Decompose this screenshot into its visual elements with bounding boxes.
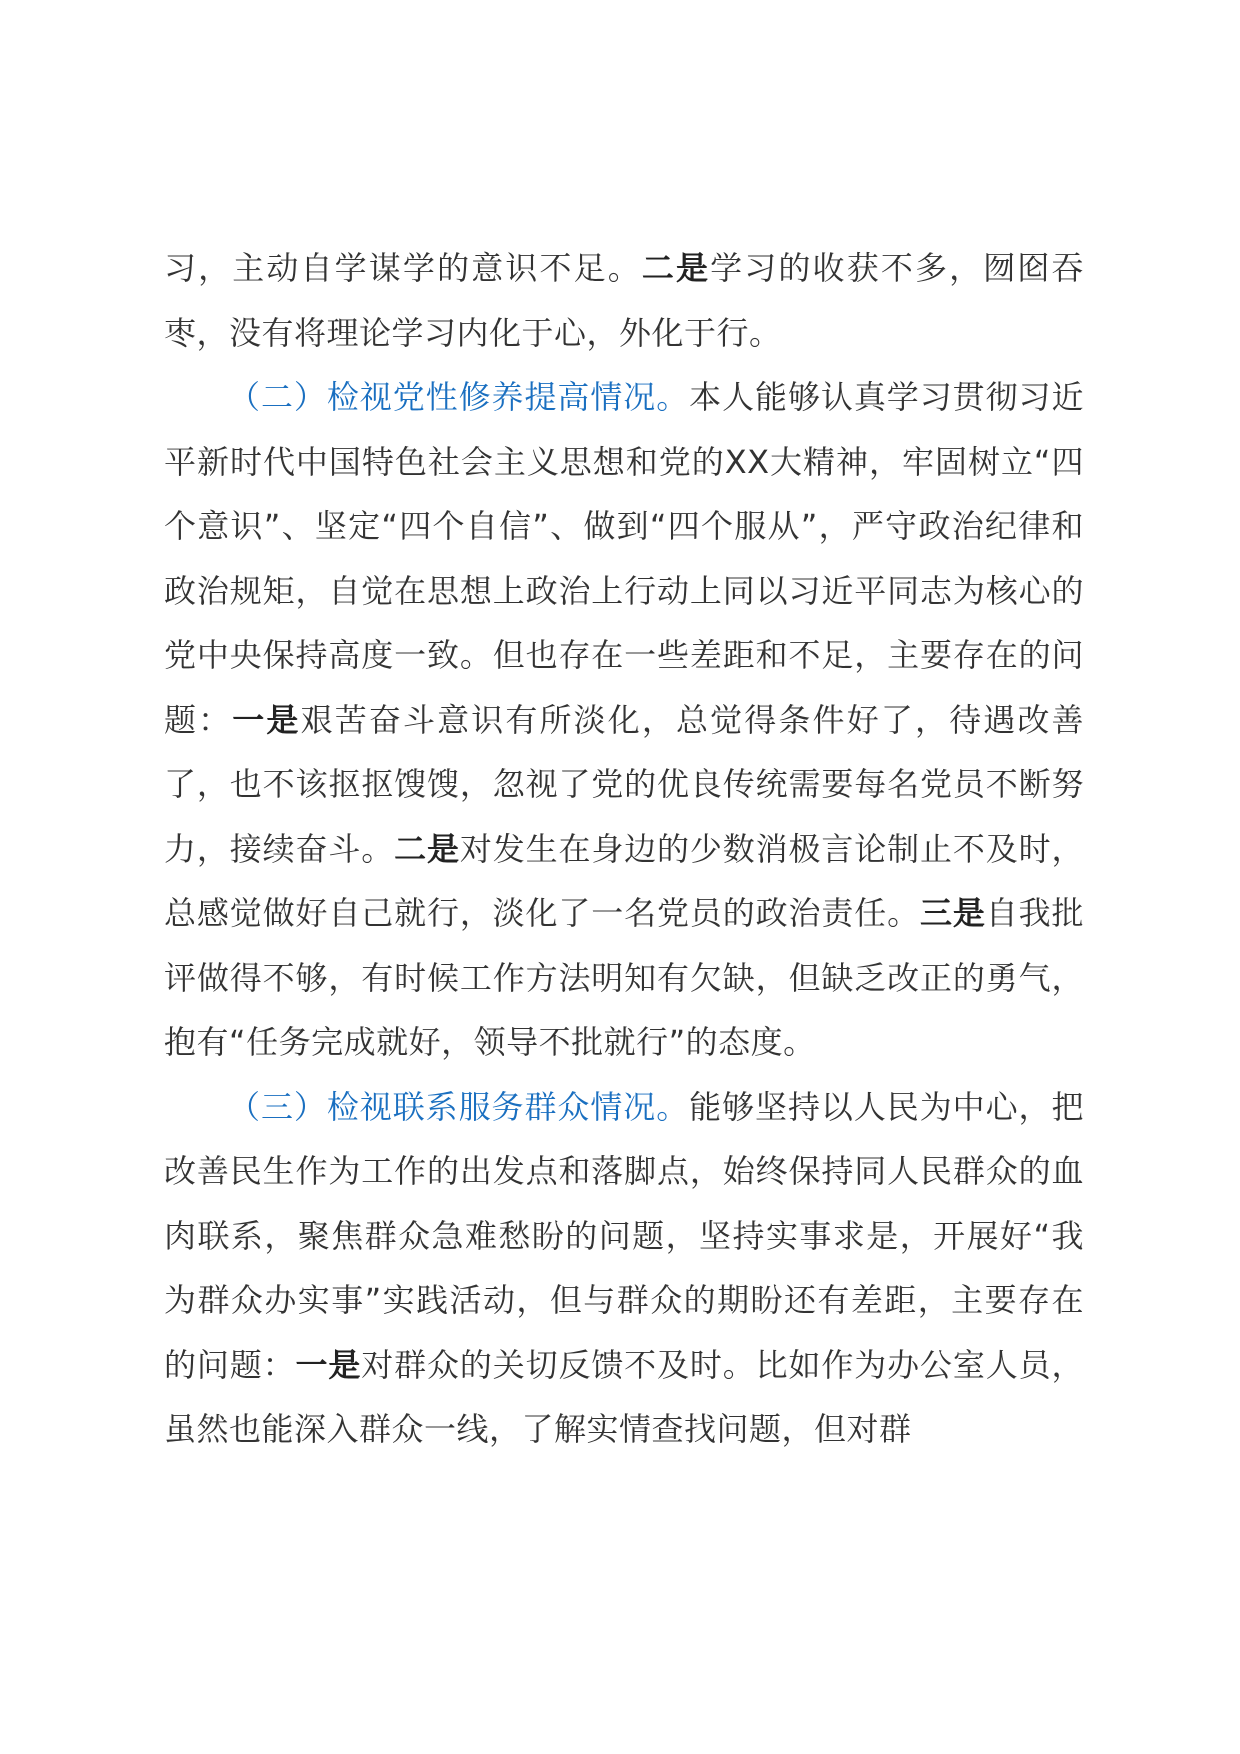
text-segment: 对发生在身边的少数消极言论制止不及时，总感觉做好自己就行，淡化了一名党员的政治责任。 — [164, 829, 1084, 932]
point-label-two: 二是 — [641, 249, 711, 287]
point-label-one: 一是 — [232, 700, 301, 739]
point-label-two: 二是 — [394, 829, 460, 868]
section-heading-two: （二）检视党性修养提高情况。 — [228, 378, 690, 416]
paragraph-serving-masses — [164, 1075, 1084, 1462]
text-segment: 自我批评做得不够，有时候工作方法明知有欠缺，但缺乏改正的勇气，抱有“任务完成就好，领导不批就行”的态度。 — [164, 894, 1084, 1061]
section-heading-three: （三）检视联系服务群众情况。 — [228, 1087, 690, 1126]
text-segment: 习，主动自学谋学的意识不足。 — [164, 249, 642, 287]
paragraph-party-spirit — [164, 365, 1084, 1075]
text-segment: 艰苦奋斗意识有所淡化，总觉得条件好了，待遇改善了，也不该抠抠馊馊，忽视了党的优良传统需要每名党员不断努力，接续奋斗。 — [164, 700, 1084, 868]
document-body — [164, 236, 1084, 1462]
text-segment: 对群众的关切反馈不及时。比如作为办公室人员，虽然也能深入群众一线，了解实情查找问题，但对群 — [164, 1345, 1084, 1448]
text-segment: 学习的收获不多，囫囵吞枣，没有将理论学习内化于心，外化于行。 — [164, 249, 1084, 352]
point-label-three: 三是 — [919, 894, 986, 932]
text-segment: 本人能够认真学习贯彻习近平新时代中国特色社会主义思想和党的XX大精神，牢固树立“四个意识”、坚定“四个自信”、做到“四个服从”，严守政治纪律和政治规矩，自觉在思想上政治上行动上同以习近平同志为核心的党中央保持高度一致。但也存在一些差距和不足，主要存在的问题： — [164, 378, 1084, 739]
point-label-one: 一是 — [295, 1345, 362, 1384]
text-segment: 能够坚持以人民为中心，把改善民生作为工作的出发点和落脚点，始终保持同人民群众的血肉联系，聚焦群众急难愁盼的问题，坚持实事求是，开展好“我为群众办实事”实践活动，但与群众的期盼还有差距，主要存在的问题： — [164, 1087, 1084, 1384]
paragraph-study-continued — [164, 236, 1084, 365]
